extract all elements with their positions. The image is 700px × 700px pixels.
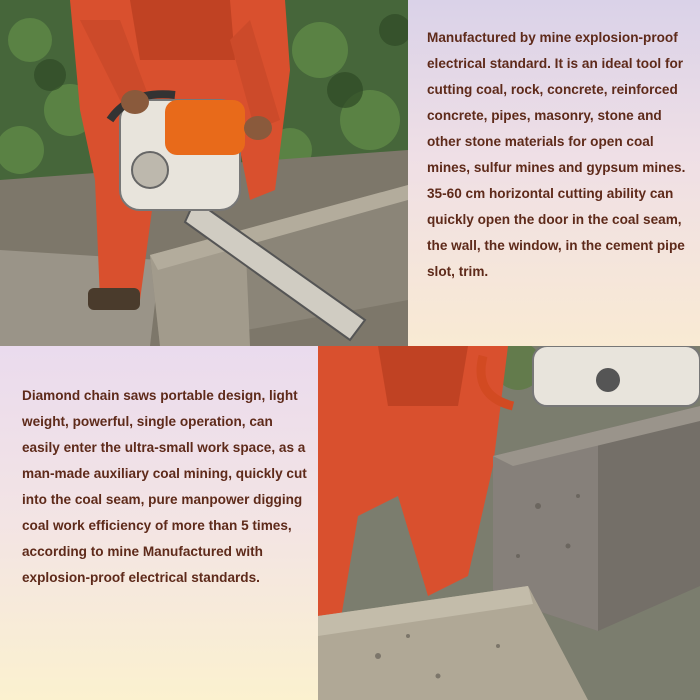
bottom-description-panel [0, 346, 318, 700]
bottom-description: Diamond chain saws portable design, light weight, powerful, single operation, can easily enter the ultra-small work space, as a man-made auxiliary coal mining, quickly cut into the coal seam, pure manpower digging coal work efficiency of more than 5 times, according to mine Manufactured with explosion-proof electrical standards. [22, 388, 307, 585]
top-description: Manufactured by mine explosion-proof electrical standard. It is an ideal tool for cutting coal, rock, concrete, reinforced concrete, pipes, masonry, stone and other stone materials for open coal mines, sulfur mines and gypsum mines. 35-60 cm horizontal cutting ability can quickly open the door in the coal seam, the wall, the window, in the cement pipe slot, trim. [427, 30, 686, 279]
concrete-block-photo [318, 346, 700, 700]
concrete-block-illustration [318, 346, 700, 700]
chainsaw-cutting-photo [0, 0, 408, 346]
top-description-panel [408, 0, 700, 346]
chainsaw-cutting-illustration [0, 0, 408, 346]
